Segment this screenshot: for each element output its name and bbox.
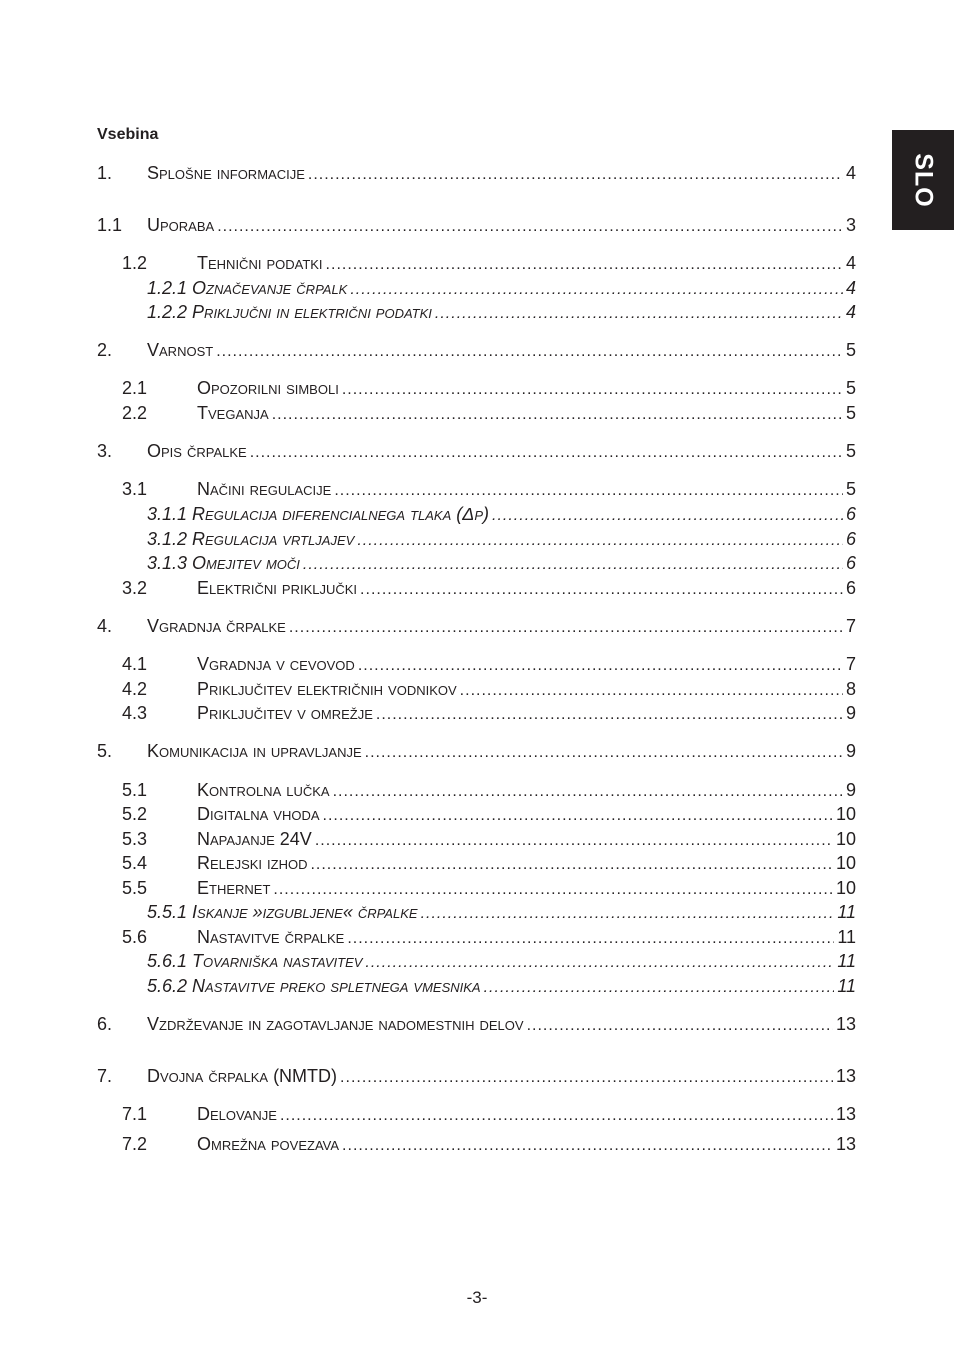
toc-entry-title: Omrežna povezava — [197, 1134, 340, 1154]
dot-leader — [435, 303, 843, 325]
toc-entry-page: 4 — [845, 163, 856, 183]
toc-entry-page: 11 — [837, 927, 856, 947]
toc-entry-page: 9 — [845, 741, 856, 761]
toc-entry-title: Priključitev električnih vodnikov — [197, 679, 457, 699]
toc-entry[interactable] — [122, 1103, 856, 1125]
toc-entry-title: Tehnični podatki — [197, 253, 323, 273]
toc-entry[interactable] — [122, 653, 856, 675]
toc-entry[interactable] — [122, 702, 856, 724]
toc-entry-number: 1.2.1 — [147, 278, 188, 298]
toc-entry-page: 10 — [835, 829, 856, 849]
toc-entry[interactable] — [122, 678, 856, 700]
dot-leader — [280, 1105, 833, 1127]
toc-entry[interactable] — [122, 478, 856, 500]
toc-entry-title: Kontrolna lučka — [197, 780, 330, 800]
toc-entry-title: Vgradnja v cevovod — [197, 654, 355, 674]
toc-entry[interactable] — [97, 615, 856, 637]
dot-leader — [421, 903, 835, 925]
toc-entry[interactable] — [97, 1065, 856, 1087]
dot-leader — [350, 279, 843, 301]
toc-entry-page: 9 — [845, 780, 856, 800]
toc-entry-page: 5 — [845, 441, 856, 461]
toc-entry-page: 13 — [835, 1066, 856, 1086]
toc-entry-page: 5 — [845, 479, 856, 499]
toc-entry[interactable] — [147, 975, 856, 997]
dot-leader — [527, 1015, 833, 1037]
dot-leader — [315, 830, 833, 852]
toc-entry-number: 4. — [97, 616, 113, 636]
toc-entry-page: 5 — [845, 378, 856, 398]
toc-entry-page: 11 — [837, 976, 856, 996]
toc-entry-title: Priključitev v omrežje — [197, 703, 373, 723]
toc-entry[interactable] — [97, 440, 856, 462]
toc-entry-page: 7 — [845, 616, 856, 636]
toc-entry-page: 6 — [845, 553, 856, 573]
toc-entry-number: 3.1.2 — [147, 529, 188, 549]
toc-entry-page: 13 — [835, 1014, 856, 1034]
toc-entry-number: 1.1 — [97, 215, 123, 235]
toc-entry-title: Relejski izhod — [197, 853, 308, 873]
toc-entry-page: 10 — [835, 878, 856, 898]
toc-entry-title: Vgradnja črpalke — [147, 616, 286, 636]
toc-entry-page: 4 — [845, 302, 856, 322]
toc-entry-page: 6 — [845, 578, 856, 598]
toc-entry-number: 5. — [97, 741, 113, 761]
toc-entry[interactable] — [122, 402, 856, 424]
toc-entry-title: Vzdrževanje in zagotavljanje nadomestnih delov — [147, 1014, 524, 1034]
toc-entry-page: 11 — [837, 902, 856, 922]
toc-entry[interactable] — [122, 779, 856, 801]
dot-leader — [273, 879, 833, 901]
toc-entry-page: 8 — [845, 679, 856, 699]
toc-entry-page: 3 — [845, 215, 856, 235]
dot-leader — [326, 254, 843, 276]
toc-entry-page: 11 — [837, 951, 856, 971]
toc-entry-number: 5.5 — [122, 878, 148, 898]
toc-entry-number: 5.6 — [122, 927, 148, 947]
toc-entry-title: Uporaba — [147, 215, 215, 235]
dot-leader — [376, 704, 843, 726]
language-tab-label: SLO — [909, 152, 938, 208]
dot-leader — [460, 680, 843, 702]
toc-entry-title: Priključni in električni podatki — [192, 302, 432, 322]
dot-leader — [250, 442, 843, 464]
toc-heading: Vsebina — [97, 126, 159, 143]
toc-entry-number: 3.1 — [122, 479, 148, 499]
toc-entry[interactable] — [122, 377, 856, 399]
toc-entry-title: Splošne informacije — [147, 163, 305, 183]
toc-entry-page: 9 — [845, 703, 856, 723]
toc-entry[interactable] — [147, 301, 856, 323]
toc-entry-number: 5.2 — [122, 804, 148, 824]
toc-entry-title: Regulacija diferencialnega tlaka (Δp) — [192, 504, 490, 524]
toc-entry-title: Električni priključki — [197, 578, 358, 598]
toc-entry-page: 13 — [835, 1104, 856, 1124]
toc-entry[interactable] — [122, 877, 856, 899]
dot-leader — [217, 216, 843, 238]
toc-entry-page: 7 — [845, 654, 856, 674]
toc-entry-number: 4.1 — [122, 654, 148, 674]
toc-entry-number: 5.1 — [122, 780, 148, 800]
toc-entry[interactable] — [122, 1133, 856, 1155]
toc-entry-number: 1.2.2 — [147, 302, 188, 322]
dot-leader — [340, 1067, 833, 1089]
toc-entry-title: Delovanje — [197, 1104, 277, 1124]
toc-entry[interactable] — [147, 277, 856, 299]
toc-entry-title: Označevanje črpalk — [192, 278, 348, 298]
toc-entry[interactable] — [122, 577, 856, 599]
dot-leader — [357, 530, 843, 552]
toc-entry-title: Omejitev moči — [192, 553, 300, 573]
toc-entry-title: Ethernet — [197, 878, 271, 898]
dot-leader — [303, 554, 843, 576]
dot-leader — [365, 952, 834, 974]
toc-entry-number: 3.1.3 — [147, 553, 188, 573]
dot-leader — [334, 480, 843, 502]
toc-entry-title: Opozorilni simboli — [197, 378, 339, 398]
toc-entry-page: 6 — [845, 529, 856, 549]
toc-entry[interactable] — [147, 552, 856, 574]
toc-entry-number: 2. — [97, 340, 113, 360]
toc-entry[interactable] — [97, 162, 856, 184]
dot-leader — [347, 928, 834, 950]
dot-leader — [310, 854, 833, 876]
toc-entry-title: Dvojna črpalka (NMTD) — [147, 1066, 338, 1086]
toc-entry-page: 10 — [835, 853, 856, 873]
toc-entry-page: 13 — [835, 1134, 856, 1154]
toc-entry-title: Napajanje 24V — [197, 829, 312, 849]
toc-entry-number: 5.5.1 — [147, 902, 188, 922]
dot-leader — [323, 805, 833, 827]
toc-entry-title: Digitalna vhoda — [197, 804, 320, 824]
toc-entry-title: Nastavitve preko spletnega vmesnika — [192, 976, 481, 996]
toc-entry-title: Tovarniška nastavitev — [192, 951, 363, 971]
toc-entry-title: Regulacija vrtljajev — [192, 529, 355, 549]
dot-leader — [333, 781, 843, 803]
toc-entry-number: 5.3 — [122, 829, 148, 849]
toc-entry-number: 2.1 — [122, 378, 148, 398]
toc-entry-number: 7.2 — [122, 1134, 148, 1154]
toc-entry-number: 5.6.1 — [147, 951, 188, 971]
dot-leader — [272, 404, 843, 426]
toc-entry-number: 2.2 — [122, 403, 148, 423]
toc-entry-title: Opis črpalke — [147, 441, 247, 461]
toc-entry[interactable] — [147, 503, 856, 525]
toc-entry-number: 7. — [97, 1066, 113, 1086]
dot-leader — [216, 341, 843, 363]
toc-entry-number: 5.6.2 — [147, 976, 188, 996]
toc-entry[interactable] — [122, 803, 856, 825]
page-number: -3- — [466, 1288, 488, 1307]
toc-entry-title: Načini regulacije — [197, 479, 332, 499]
toc-entry[interactable] — [122, 926, 856, 948]
dot-leader — [365, 742, 843, 764]
toc-entry[interactable] — [147, 528, 856, 550]
toc-entry[interactable] — [97, 740, 856, 762]
toc-entry-page: 6 — [845, 504, 856, 524]
toc-entry-title: Iskanje »izgubljene« črpalke — [192, 902, 418, 922]
dot-leader — [492, 505, 843, 527]
toc-entry[interactable] — [122, 852, 856, 874]
toc-entry[interactable] — [97, 339, 856, 361]
dot-leader — [360, 579, 843, 601]
dot-leader — [342, 1135, 833, 1157]
dot-leader — [308, 164, 843, 186]
toc-entry-page: 10 — [835, 804, 856, 824]
toc-entry[interactable] — [122, 252, 856, 274]
toc-entry-title: Nastavitve črpalke — [197, 927, 345, 947]
toc-entry-number: 4.2 — [122, 679, 148, 699]
toc-entry-number: 1.2 — [122, 253, 148, 273]
dot-leader — [289, 617, 843, 639]
toc-entry-page: 5 — [845, 340, 856, 360]
toc-entry-page: 4 — [845, 253, 856, 273]
toc-entry-number: 4.3 — [122, 703, 148, 723]
toc-entry-title: Varnost — [147, 340, 214, 360]
toc-entry[interactable] — [97, 1013, 856, 1035]
toc-entry[interactable] — [147, 901, 856, 923]
toc-entry-number: 3. — [97, 441, 113, 461]
dot-leader — [342, 379, 843, 401]
toc-entry-title: Tveganja — [197, 403, 269, 423]
toc-entry-page: 5 — [845, 403, 856, 423]
toc-entry-number: 1. — [97, 163, 113, 183]
toc-entry[interactable] — [122, 828, 856, 850]
toc-entry-number: 5.4 — [122, 853, 148, 873]
toc-entry[interactable] — [147, 950, 856, 972]
dot-leader — [484, 977, 835, 999]
toc-entry[interactable] — [97, 214, 856, 236]
toc-entry-number: 7.1 — [122, 1104, 148, 1124]
toc-entry-title: Komunikacija in upravljanje — [147, 741, 362, 761]
dot-leader — [358, 655, 843, 677]
toc-entry-number: 3.2 — [122, 578, 148, 598]
toc-entry-number: 6. — [97, 1014, 113, 1034]
toc-entry-page: 4 — [845, 278, 856, 298]
toc-entry-number: 3.1.1 — [147, 504, 188, 524]
